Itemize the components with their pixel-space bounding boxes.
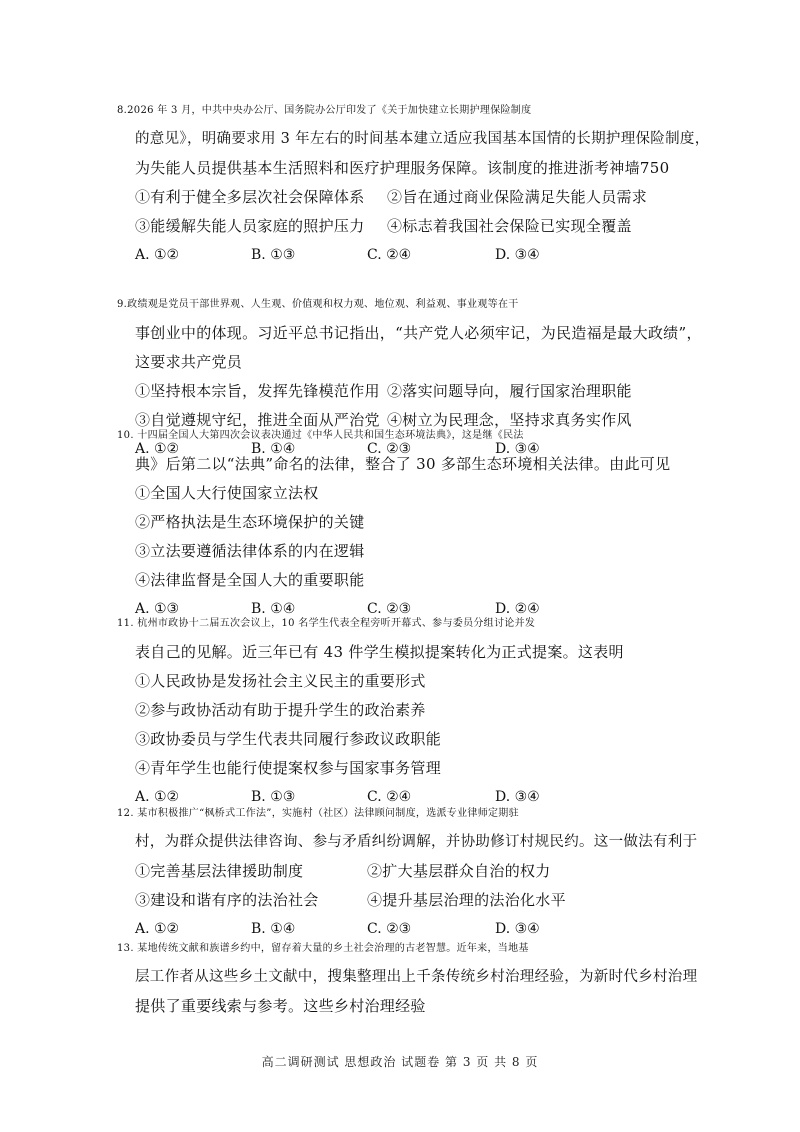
answer-d: D. ③④ <box>495 247 540 263</box>
question-stem-line: 村，为群众提供法律咨询、参与矛盾纠纷调解，并协助修订村规民约。这一做法有利于 <box>135 834 698 850</box>
answer-d: D. ②④ <box>495 601 540 617</box>
question-13 <box>117 934 698 1021</box>
question-stem-line: 为失能人员提供基本生活照料和医疗护理服务保障。该制度的推进浙考神墙750 <box>135 159 670 177</box>
option-row <box>135 857 695 886</box>
option-1: ①全国人大行使国家立法权 <box>135 484 319 502</box>
option-4: ④青年学生也能行使提案权参与国家事务管理 <box>135 759 442 777</box>
answer-b: B. ①④ <box>251 921 296 937</box>
option-2: ②旨在通过商业保险满足失能人员需求 <box>387 188 648 206</box>
option-4: ④标志着我国社会保险已实现全覆盖 <box>387 217 632 235</box>
question-stem-line: 12. 某市积极推广“枫桥式工作法”，实施村（社区）法律顾问制度，选派专业律师定期驻 <box>117 808 519 819</box>
option-3: ③政协委员与学生代表共同履行参政议政职能 <box>135 730 442 748</box>
answer-b: B. ①④ <box>251 601 296 617</box>
option-2: ②参与政协活动有助于提升学生的政治素养 <box>135 701 426 719</box>
answer-d: D. ③④ <box>495 441 540 457</box>
question-8 <box>117 96 710 270</box>
option-row <box>135 183 695 212</box>
question-stem-line: 典》后第二以“法典”命名的法律，整合了 30 多部生态环境相关法律。由此可见 <box>135 455 671 473</box>
option-1: ①人民政协是发扬社会主义民主的重要形式 <box>135 672 426 690</box>
question-11 <box>117 609 695 812</box>
answer-b: B. ①③ <box>251 247 296 263</box>
option-3: ③自觉遵规守纪，推进全面从严治党 <box>135 411 380 429</box>
question-stem-line: 9.政绩观是党员干部世界观、人生观、价值观和权力观、地位观、利益观、事业观等在干 <box>117 299 519 310</box>
question-stem-line: 的意见》，明确要求用 3 年左右的时间基本建立适应我国基本国情的长期护理保险制度， <box>135 131 710 147</box>
answer-c: C. ②③ <box>367 921 412 937</box>
answer-b: B. ①④ <box>251 441 296 457</box>
answer-a: A. ①② <box>135 247 180 263</box>
answer-a: A. ①② <box>135 789 180 805</box>
question-stem-line: 提供了重要线索与参考。这些乡村治理经验 <box>135 997 426 1015</box>
option-4: ④树立为民理念，坚持求真务实作风 <box>387 411 632 429</box>
question-stem-line: 表自己的见解。近三年已有 43 件学生模拟提案转化为正式提案。这表明 <box>135 643 624 661</box>
option-3: ③能缓解失能人员家庭的照护压力 <box>135 217 365 235</box>
answer-c: C. ②③ <box>367 601 412 617</box>
question-12 <box>117 799 698 944</box>
option-4: ④法律监督是全国人大的重要职能 <box>135 571 365 589</box>
answer-choices <box>135 241 695 270</box>
option-3: ③建设和谐有序的法治社会 <box>135 891 319 909</box>
option-1: ①有利于健全多层次社会保障体系 <box>135 188 365 206</box>
answer-c: C. ②③ <box>367 441 412 457</box>
option-1: ①坚持根本宗旨，发挥先锋模范作用 <box>135 382 380 400</box>
option-1: ①完善基层法律援助制度 <box>135 862 304 880</box>
option-4: ④提升基层治理的法治化水平 <box>367 891 566 909</box>
answer-d: D. ③④ <box>495 921 540 937</box>
answer-a: A. ①② <box>135 441 180 457</box>
option-row <box>135 886 695 915</box>
page-footer: 高二调研测试 思想政治 试题卷 第 3 页 共 8 页 <box>261 1055 539 1069</box>
option-2: ②严格执法是生态环境保护的关键 <box>135 513 365 531</box>
question-stem-line: 这要求共产党员 <box>135 353 243 371</box>
option-row <box>135 212 695 241</box>
question-stem-line: 事创业中的体现。习近平总书记指出，“共产党人必须牢记，为民造福是最大政绩”， <box>135 324 702 342</box>
question-stem-line: 8.2026 年 3 月，中共中央办公厅、国务院办公厅印发了《关于加快建立长期护理保险制度 <box>117 105 532 116</box>
option-2: ②扩大基层群众自治的权力 <box>367 862 551 880</box>
answer-b: B. ①③ <box>251 789 296 805</box>
option-3: ③立法要遵循法律体系的内在逻辑 <box>135 542 365 560</box>
answer-a: A. ①② <box>135 921 180 937</box>
answer-c: C. ②④ <box>367 247 412 263</box>
question-stem-line: 10. 十四届全国人大第四次会议表决通过《中华人民共和国生态环境法典》，这是继《民法 <box>117 430 524 441</box>
question-10 <box>117 421 695 624</box>
option-2: ②落实问题导向，履行国家治理职能 <box>387 382 632 400</box>
question-stem-line: 层工作者从这些乡土文献中，搜集整理出上千条传统乡村治理经验，为新时代乡村治理 <box>135 969 698 985</box>
answer-c: C. ②④ <box>367 789 412 805</box>
question-stem-line: 13. 某地传统文献和族谱乡约中，留存着大量的乡土社会治理的古老智慧。近年来，当地基 <box>117 943 529 954</box>
option-row <box>135 377 695 406</box>
answer-d: D. ③④ <box>495 789 540 805</box>
question-stem-line: 11. 杭州市政协十二届五次会议上，10 名学生代表全程旁听开幕式、参与委员分组讨论并发 <box>117 618 536 629</box>
answer-a: A. ①③ <box>135 601 180 617</box>
